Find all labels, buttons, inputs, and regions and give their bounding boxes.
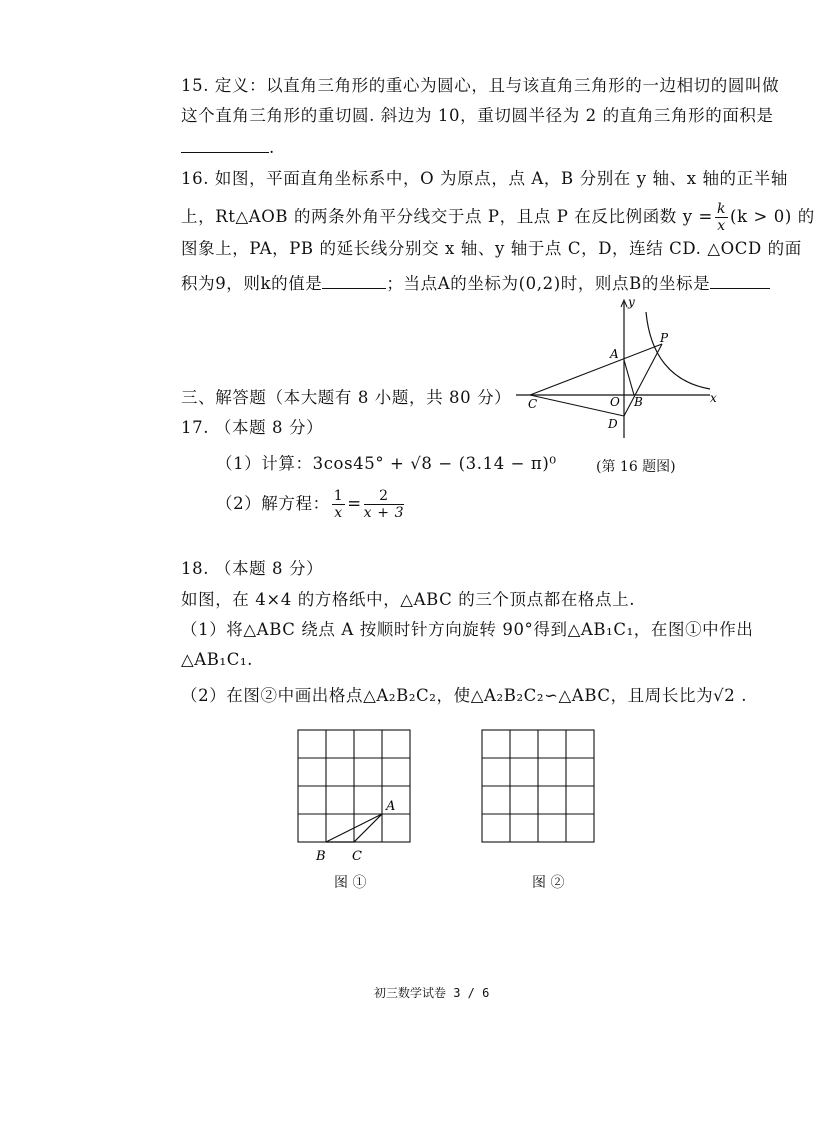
q17-frac-right-num: 2 <box>364 488 404 505</box>
q15-answer-blank <box>181 134 269 153</box>
q17-frac-left <box>332 488 346 521</box>
grid-2 <box>482 730 594 842</box>
hyperbola-curve <box>646 312 710 389</box>
q16-line2-pre: 上，Rt△AOB 的两条外角平分线交于点 P，且点 P 在反比例函数 y = <box>181 207 713 226</box>
grid-1 <box>298 730 410 842</box>
q16-fraction <box>715 201 728 234</box>
q17-part2 <box>216 486 406 522</box>
fig1-label-c: C <box>352 849 362 864</box>
fig1-label-b: B <box>316 849 326 864</box>
q16-line4-a: 积为9，则k的值是 <box>181 274 323 293</box>
q18-part2: （2）在图②中画出格点△A₂B₂C₂，使△A₂B₂C₂∽△ABC，且周长比为√2 . <box>181 686 748 705</box>
q16-line1: 16. 如图，平面直角坐标系中，O 为原点，点 A，B 分别在 y 轴、x 轴的正半轴 <box>181 169 788 188</box>
label-b: B <box>634 395 643 409</box>
q17-frac-right-den: x + 3 <box>363 505 405 521</box>
q16-frac-num: k <box>716 201 727 217</box>
q16-answer-blank-1 <box>322 270 386 289</box>
q16-line4 <box>181 270 770 296</box>
q18-fig1-caption: 图 ① <box>334 875 367 891</box>
q16-answer-blank-2 <box>710 270 770 289</box>
q15-line2: 这个直角三角形的重切圆. 斜边为 10，重切圆半径为 2 的直角三角形的面积是 <box>181 106 774 125</box>
q18-part1-a: （1）将△ABC 绕点 A 按顺时针方向旋转 90°得到△AB₁C₁，在图①中作出 <box>181 620 754 639</box>
q17-frac-left-den: x <box>334 505 343 521</box>
q18-figure-2 <box>474 726 604 856</box>
label-p: P <box>660 331 669 345</box>
section3-heading: 三、解答题（本大题有 8 小题，共 80 分） <box>181 388 512 407</box>
q17-frac-right <box>364 488 404 521</box>
segment-ab <box>624 360 634 395</box>
q16-frac-den: x <box>717 218 726 234</box>
label-a: A <box>610 347 619 361</box>
q15-line3 <box>181 134 275 160</box>
q18-part1-b: △AB₁C₁. <box>181 650 254 669</box>
label-x: x <box>710 391 717 405</box>
label-o: O <box>610 395 620 409</box>
q15-line1: 15. 定义：以直角三角形的重心为圆心，且与该直角三角形的一边相切的圆叫做 <box>181 76 780 95</box>
q16-line2-post: (k > 0) 的 <box>730 207 815 226</box>
q18-intro: 如图，在 4×4 的方格纸中，△ABC 的三个顶点都在格点上. <box>181 590 636 609</box>
page-footer: 初三数学试卷 3 / 6 <box>374 986 490 1000</box>
label-c: C <box>528 397 538 411</box>
fig1-label-a: A <box>386 799 396 814</box>
q18-figure-1 <box>290 726 420 866</box>
q17-head: 17. （本题 8 分） <box>181 418 324 437</box>
q17-frac-left-num: 1 <box>333 488 344 504</box>
q16-line2 <box>181 200 815 234</box>
q17-equals: = <box>347 494 362 513</box>
q16-line4-b: ；当点A的坐标为(0,2)时，则点B的坐标是 <box>386 274 711 293</box>
q17-part1: （1）计算：3cos45° + √8 − (3.14 − π)⁰ <box>216 454 557 473</box>
q16-figure-caption: (第 16 题图) <box>596 459 676 475</box>
label-y: y <box>628 295 635 309</box>
q17-part2-label: （2）解方程： <box>216 494 330 513</box>
q15-period: . <box>269 138 275 157</box>
line-cp <box>530 344 662 395</box>
q18-head: 18. （本题 8 分） <box>181 559 324 578</box>
q16-line3: 图象上，PA，PB 的延长线分别交 x 轴、y 轴于点 C，D，连结 CD. △OCD 的面 <box>181 239 802 258</box>
q18-fig2-caption: 图 ② <box>532 875 565 891</box>
label-d: D <box>608 417 618 431</box>
q16-figure <box>510 294 730 444</box>
